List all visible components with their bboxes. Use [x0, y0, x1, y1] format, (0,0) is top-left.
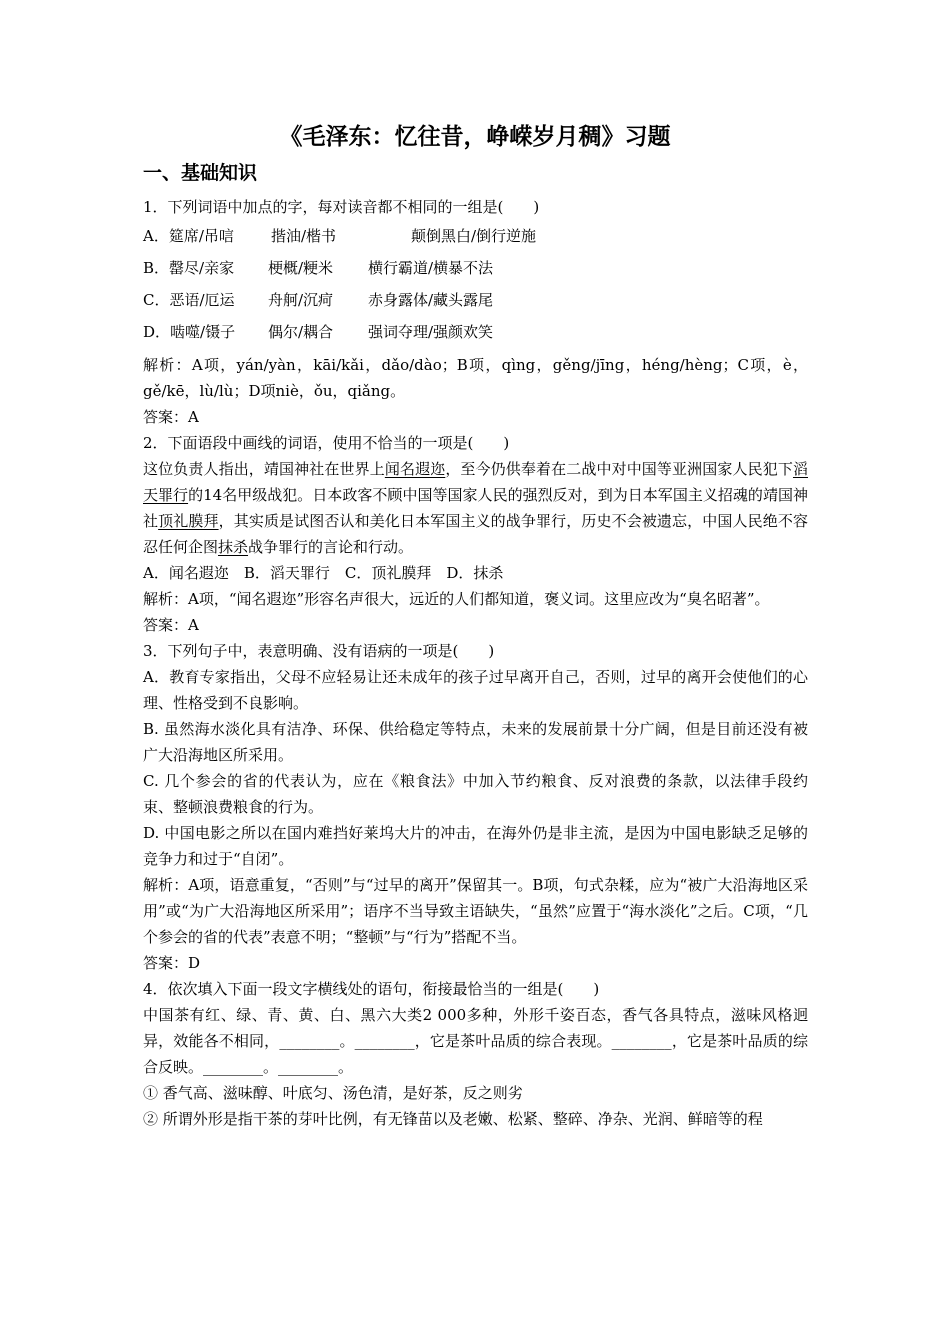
q4-item-2: ② 所谓外形是指干茶的芽叶比例，有无锋苗以及老嫩、松紧、整碎、净杂、光润、鲜暗等的程 — [143, 1110, 763, 1128]
page-title: 《毛泽东：忆往昔，峥嵘岁月稠》习题 — [279, 124, 671, 150]
q2-passage-part-3: 的14名甲级战犯。日本政客不顾中国等国家人民的强烈反对，到为日本军国主义招魂的靖国神社 — [143, 486, 808, 530]
q1-option-a-3: 颠倒黑白/倒行逆施 — [411, 227, 537, 245]
q1-option-b-2: 梗概/粳米 — [268, 259, 334, 277]
q2-options: A．闻名遐迩 B．滔天罪行 C．顶礼膜拜 D．抹杀 — [143, 564, 504, 582]
q2-passage-part-1: 这位负责人指出，靖国神社在世界上 — [143, 460, 385, 478]
q2-answer: 答案：A — [143, 616, 199, 634]
q1-option-c-3: 赤身露体/藏头露尾 — [368, 291, 494, 309]
q3-option-b: B. 虽然海水淡化具有洁净、环保、供给稳定等特点，未来的发展前景十分广阔，但是目前还没有被广大沿海地区所采用。 — [143, 720, 808, 764]
q1-option-d — [143, 318, 808, 350]
q3-option-c: C. 几个参会的省的代表认为，应在《粮食法》中加入节约粮食、反对浪费的条款，以法律手段约束、整顿浪费粮食的行为。 — [143, 772, 808, 816]
q2-passage-part-5: 战争罪行的言论和行动。 — [248, 538, 414, 556]
q1-answer: 答案：A — [143, 408, 199, 426]
q1-option-c-1: C．恶语/厄运 — [143, 291, 235, 309]
section-heading: 一、基础知识 — [143, 162, 258, 184]
q3-option-a: A．教育专家指出，父母不应轻易让还未成年的孩子过早离开自己，否则，过早的离开会使他们的心理、性格受到不良影响。 — [143, 668, 808, 712]
question-1-stem: 1．下列词语中加点的字，每对读音都不相同的一组是( ) — [143, 198, 540, 216]
q1-option-a — [143, 222, 808, 254]
q3-answer: 答案：D — [143, 954, 201, 972]
q2-underlined-word-3: 顶礼膜拜 — [158, 512, 219, 530]
q2-underlined-word-4: 抹杀 — [218, 538, 249, 556]
q1-option-a-2: 揩油/楷书 — [271, 227, 337, 245]
q4-passage: 中国茶有红、绿、青、黄、白、黑六大类2 000多种，外形千姿百态，香气各具特点，滋味风格迥异，效能各不相同，________。________，它是茶叶品质的综合表现。________，它是茶叶品质的综合反映。________。________。 — [143, 1006, 808, 1076]
q3-analysis: 解析：A项，语意重复，“否则”与“过早的离开”保留其一。B项，句式杂糅，应为“被广大沿海地区采用”或“为广大沿海地区所采用”；语序不当导致主语缺失，“虽然”应置于“海水淡化”之后。C项，“几个参会的省的代表”表意不明；“整顿”与“行为”搭配不当。 — [143, 876, 808, 946]
q1-option-b-1: B．罄尽/亲家 — [143, 259, 235, 277]
q1-option-c — [143, 286, 808, 318]
q2-underlined-word-1: 闻名遐迩 — [384, 460, 446, 478]
q1-option-d-2: 偶尔/耦合 — [268, 323, 334, 341]
document-body — [143, 192, 808, 1132]
q3-option-d: D. 中国电影之所以在国内难挡好莱坞大片的冲击，在海外仍是非主流，是因为中国电影缺乏足够的竞争力和过于“自闭”。 — [143, 824, 808, 868]
question-3-stem: 3．下列句子中，表意明确、没有语病的一项是( ) — [143, 642, 495, 660]
q1-analysis: 解析：A项，yán/yàn，kāi/kǎi，dǎo/dào；B项，qìng，gěng/jīng，héng/hèng；C项，è，gě/kē，lù/lù；D项niè，ǒu，qiǎng。 — [143, 356, 808, 400]
q2-analysis: 解析：A项，“闻名遐迩”形容名声很大，远近的人们都知道，褒义词。这里应改为“臭名昭著”。 — [143, 590, 770, 608]
q1-option-d-1: D．啮噬/镊子 — [143, 323, 236, 341]
question-4-stem: 4．依次填入下面一段文字横线处的语句，衔接最恰当的一组是( ) — [143, 980, 600, 998]
question-2-stem: 2．下面语段中画线的词语，使用不恰当的一项是( ) — [143, 434, 510, 452]
q2-passage-part-4: ，其实质是试图否认和美化日本军国主义的战争罪行，历史不会被遗忘，中国人民绝不容忍任何企图 — [143, 512, 808, 556]
q2-passage — [143, 456, 808, 560]
q1-option-c-2: 舟舸/沉疴 — [268, 291, 334, 309]
q1-option-b-3: 横行霸道/横暴不法 — [368, 259, 494, 277]
q2-underlined-word-2: 滔天罪行 — [143, 460, 808, 504]
q2-passage-part-2: ，至今仍供奉着在二战中对中国等亚洲国家人民犯下 — [445, 460, 793, 478]
q4-item-1: ① 香气高、滋味醇、叶底匀、汤色清，是好茶，反之则劣 — [143, 1084, 523, 1102]
q1-option-d-3: 强词夺理/强颜欢笑 — [368, 323, 494, 341]
q1-option-a-1: A．筵席/吊唁 — [143, 227, 234, 245]
q1-option-b — [143, 254, 808, 286]
